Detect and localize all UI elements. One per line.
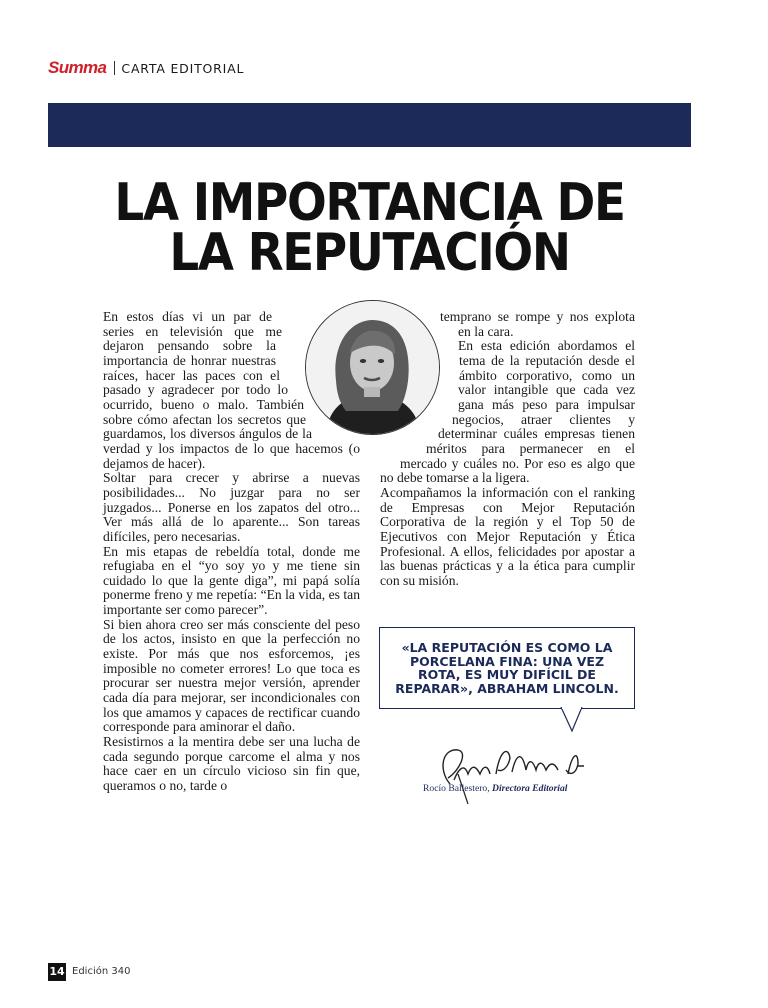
signature-caption (423, 783, 567, 794)
paragraph: temprano se rompe y nos explota en la cara. (440, 309, 635, 339)
quote-tail (560, 707, 584, 733)
paragraph: Si bien ahora creo ser más consciente del peso de los actos, insisto en que la perfección no existe. Por más que nos esforcemos, ¡es imposible no cometer errores! Lo que toca es procurar ser nuestra mejor versión, aprender cada día para mejorar, ser incondicionales con los que amamos y capaces de rectificar cuando corresponde para aminorar el daño. (103, 616, 360, 735)
brand-logo: Summa (48, 58, 107, 77)
paragraph: Soltar para crecer y abrirse a nuevas posibilidades... No juzgar para no ser juzgados... Ponerse en los zapatos del otro... Ver más allá de lo aparente... Son tareas difíciles, pero necesarias. (103, 470, 360, 544)
header-divider (114, 61, 115, 75)
page-header (48, 58, 244, 78)
signer-name: Rocío Ballestero, (423, 783, 490, 794)
signer-role: Directora Editorial (492, 783, 568, 794)
paragraph: En mis etapas de rebeldía total, donde me refugiaba en el “yo soy yo y me tiene sin cuidado lo que la gente diga”, mi papá solía ponerme freno y me repetía: “En la vida, es tan importante ser como parecer”. (103, 543, 360, 618)
portrait-illustration (306, 301, 439, 434)
title-line: LA REPUTACIÓN (169, 223, 570, 283)
pull-quote (379, 627, 635, 709)
title-line: LA IMPORTANCIA DE (114, 173, 625, 233)
quote-text: «LA REPUTACIÓN ES COMO LA PORCELANA FINA: UNA VEZ ROTA, ES MUY DIFÍCIL DE REPARAR», ABRAHAM LINCOLN. (395, 640, 619, 696)
author-portrait (305, 300, 440, 435)
paragraph: Acompañamos la información con el ranking de Empresas con Mejor Reputación Corporativa de la región y el Top 50 de Ejecutivos con Mejor Reputación y Ética Profesional. A ellos, felicidades por apostar a las buenas prácticas y a la ética para cumplir con su misión. (380, 484, 635, 588)
edition-label: Edición 340 (72, 966, 131, 977)
page-number: 14 (48, 963, 66, 981)
paragraph: En esta edición abordamos el tema de la reputación desde el ámbito corporativo, como un valor intangible que cada vez gana más peso para impulsar negocios, atraer clientes y determinar cuáles empresas tienen méritos para permanecer en el mercado y cuáles no. Por eso es algo que no debe tomarse a la ligera. (380, 338, 635, 486)
article-title (80, 173, 659, 283)
paragraph: Resistirnos a la mentira debe ser una lucha de cada segundo porque carcome el alma y nos hace caer en un círculo vicioso sin fin que, queramos o no, tarde o (103, 734, 360, 793)
handwritten-signature (428, 740, 588, 806)
header-band (48, 103, 691, 147)
section-label: CARTA EDITORIAL (121, 60, 245, 76)
paragraph: En estos días vi un par de series en televisión que me dejaron pensando sobre la importancia de honrar nuestras raíces, hacer las paces con el pasado y agradecer por todo lo ocurrido, bueno o malo. También sobre cómo afectan los secretos que guardamos, los diversos ángulos de la verdad y los impactos de lo que hacemos (o dejamos de hacer). (103, 309, 360, 471)
